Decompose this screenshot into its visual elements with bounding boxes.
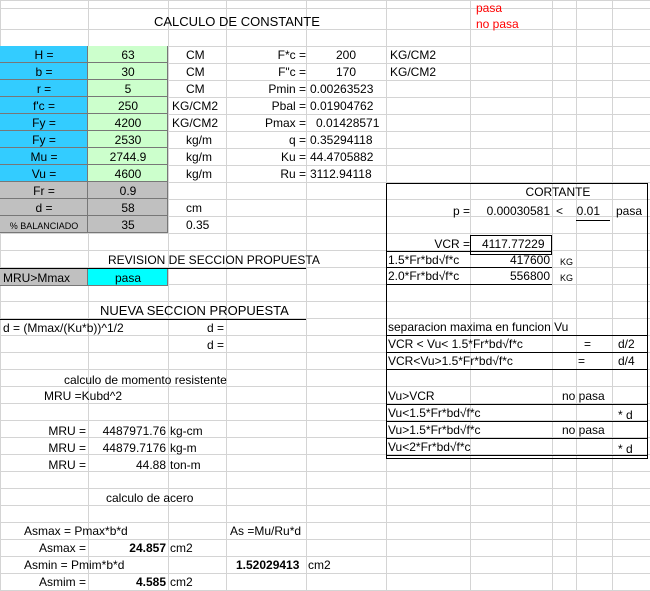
input-value: 0.9 [119, 184, 137, 198]
input-value: 35 [121, 218, 135, 232]
mru-unit: ton-m [170, 458, 201, 472]
as-unit: cm2 [308, 558, 331, 572]
revision-title: REVISION DE SECCION PROPUESTA [108, 253, 320, 267]
constant-label: Pmax = [264, 116, 306, 130]
nueva-d1: d = [206, 321, 224, 335]
row20-value[interactable]: 556800 [509, 269, 550, 283]
row20-label: 2.0*Fr*bd√f*c [388, 269, 460, 283]
asmin-unit: cm2 [170, 575, 193, 589]
p-value[interactable]: 0.00030581 [486, 204, 550, 218]
input-unit: 0.35 [186, 218, 210, 232]
constant-value[interactable]: 44.4705882 [310, 150, 374, 164]
check-rule [386, 438, 648, 439]
revision-label: MRU>Mmax [3, 271, 71, 285]
sep2-value: d/4 [618, 354, 635, 368]
legend-fail: no pasa [476, 17, 519, 31]
check-status: no pasa [562, 389, 605, 403]
mru-label: MRU = [48, 458, 86, 472]
input-label: r = [36, 82, 52, 96]
check-extra: * d [618, 442, 633, 456]
row20-bottom-border [386, 284, 552, 285]
input-unit: KG/CM2 [172, 116, 219, 130]
as-formula: As =Mu/Ru*d [230, 524, 302, 538]
constant-unit: KG/CM2 [390, 48, 437, 62]
check-status: no pasa [562, 423, 605, 437]
sep-title: separacion maxima en funcion Vu [388, 320, 569, 334]
constant-value[interactable]: 0.35294118 [310, 133, 373, 147]
input-unit: cm [186, 201, 202, 215]
as-value[interactable]: 1.52029413 [236, 558, 300, 572]
constant-label: Pmin = [268, 82, 306, 96]
mru-unit: kg-m [170, 441, 197, 455]
input-value: 63 [121, 48, 135, 62]
input-unit: KG/CM2 [172, 99, 219, 113]
asmax-label: Asmax = [38, 541, 86, 555]
asmin-formula: Asmin = Pmim*b*d [24, 558, 125, 572]
constant-value[interactable]: 0.01904762 [310, 99, 374, 113]
constant-value[interactable]: 170 [335, 65, 357, 79]
constant-value[interactable]: 3112.94118 [310, 167, 372, 181]
legend-pass: pasa [476, 1, 503, 15]
page-title: CALCULO DE CONSTANTE [154, 15, 320, 29]
input-label: Fy = [32, 133, 56, 147]
constant-value[interactable]: 200 [335, 48, 357, 62]
sep-rule-2 [386, 352, 648, 353]
sep-rule-3 [386, 369, 648, 370]
sep1-label: VCR < Vu< 1.5*Fr*bd√f*c [388, 337, 523, 351]
sep1-value: d/2 [618, 337, 635, 351]
asmin-label: Asmim = [38, 575, 86, 589]
check-rule [386, 421, 648, 422]
mru-value[interactable]: 4487971.76 [102, 424, 166, 438]
nueva-d2: d = [206, 338, 224, 352]
sep2-label: VCR<Vu>1.5*Fr*bd√f*c [388, 354, 513, 368]
mru-value[interactable]: 44879.7176 [102, 441, 166, 455]
input-label: Fy = [32, 116, 56, 130]
input-label: % BALANCIADO [9, 221, 79, 231]
input-value: 4600 [114, 167, 142, 181]
row15-value[interactable]: 417600 [509, 253, 550, 267]
check-extra: * d [618, 408, 633, 422]
input-label: H = [34, 48, 54, 62]
vcr-label: VCR = [434, 237, 470, 251]
row15-top-border [386, 251, 552, 252]
mru-value[interactable]: 44.88 [135, 458, 166, 472]
input-value: 30 [121, 65, 135, 79]
input-unit: CM [186, 82, 205, 96]
p-limit[interactable]: 0.01 [576, 204, 600, 218]
constant-value[interactable]: 0.00263523 [310, 82, 374, 96]
momento-formula: MRU =Kubd^2 [44, 389, 122, 403]
mru-label: MRU = [48, 441, 86, 455]
revision-status: pasa [114, 271, 142, 285]
input-value: 250 [117, 99, 139, 113]
mru-label: MRU = [48, 424, 86, 438]
constant-label: F"c = [278, 65, 306, 79]
vcr-value[interactable]: 4117.77229 [482, 237, 545, 251]
asmax-formula: Asmax = Pmax*b*d [24, 524, 128, 538]
check-rule [386, 404, 648, 405]
sep1-equals: = [584, 337, 592, 351]
nueva-title: NUEVA SECCION PROPUESTA [100, 304, 289, 318]
asmin-value[interactable]: 4.585 [135, 575, 166, 589]
row20-top-border [386, 267, 552, 268]
mru-unit: kg-cm [170, 424, 203, 438]
input-unit: CM [186, 65, 205, 79]
input-unit: kg/m [186, 133, 213, 147]
p-status: pasa [616, 204, 643, 218]
constant-label: q = [288, 133, 306, 147]
cortante-title: CORTANTE [525, 185, 591, 199]
check-label: Vu>VCR [388, 389, 435, 403]
p-label: p = [452, 204, 470, 218]
input-label: d = [35, 201, 53, 215]
input-value: 4200 [114, 116, 142, 130]
row15-label: 1.5*Fr*bd√f*c [388, 253, 460, 267]
vcr-cell-border [470, 235, 552, 255]
constant-label: F*c = [277, 48, 306, 62]
row20-unit: KG [560, 273, 574, 283]
constant-label: Ku = [280, 150, 306, 164]
p-limit-underline [576, 220, 610, 221]
constant-label: Pbal = [271, 99, 306, 113]
check-label: Vu<1.5*Fr*bd√f*c [388, 406, 481, 420]
row15-unit: KG [560, 257, 574, 267]
sep-rule-1 [386, 335, 648, 336]
asmax-unit: cm2 [170, 541, 193, 555]
input-unit: kg/m [186, 150, 213, 164]
acero-title: calculo de acero [106, 491, 194, 505]
check-label: Vu>1.5*Fr*bd√f*c [388, 423, 481, 437]
momento-title: calculo de momento resistente [64, 373, 227, 387]
input-label: Fr = [33, 184, 55, 198]
input-unit: CM [186, 48, 205, 62]
check-rule [386, 455, 648, 456]
nueva-formula: d = (Mmax/(Ku*b))^1/2 [3, 321, 124, 335]
input-label: b = [35, 65, 53, 79]
p-operator: < [556, 204, 564, 218]
constant-value[interactable]: 0.01428571 [316, 116, 380, 130]
input-value: 2530 [114, 133, 142, 147]
input-value: 58 [121, 201, 135, 215]
input-value: 2744.9 [109, 150, 147, 164]
check-label: Vu<2*Fr*bd√f*c [388, 440, 471, 454]
input-unit: kg/m [186, 167, 213, 181]
asmax-value[interactable]: 24.857 [129, 541, 166, 555]
constant-unit: KG/CM2 [390, 65, 437, 79]
input-label: Mu = [30, 150, 58, 164]
input-label: Vu = [31, 167, 57, 181]
input-label: f'c = [33, 99, 55, 113]
nueva-rule [0, 319, 306, 320]
input-value: 5 [124, 82, 132, 96]
constant-label: Ru = [280, 167, 306, 181]
sep2-equals: = [578, 354, 586, 368]
